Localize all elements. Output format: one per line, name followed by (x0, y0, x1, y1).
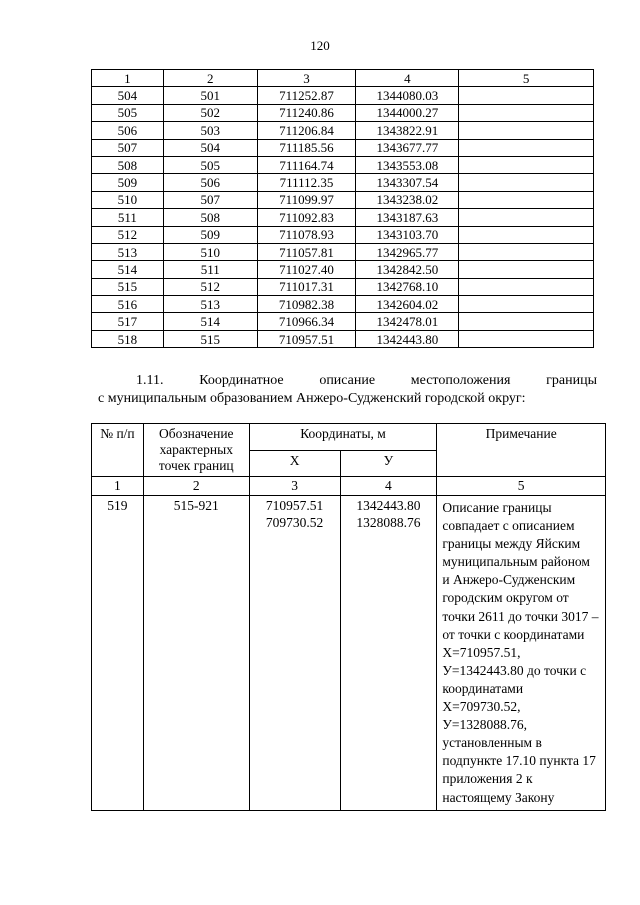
row-note: Описание границы совпадает с описанием границы между Яйским муниципальным районом и Анжеро-Судженским городским округом от точки 2611 до точки 3017 – от точки с координатами Х=710957.51, У=1342443.80 до точки с координатами Х=709730.52, У=1328088.76, установленным в подпункте 17.10 пункта 17 приложения 2 к настоящему Закону (437, 496, 606, 811)
page-number: 120 (310, 38, 330, 53)
table-cell (459, 139, 594, 156)
table-cell: 1343187.63 (356, 209, 459, 226)
table-cell: 512 (163, 278, 257, 295)
table-cell (459, 209, 594, 226)
table-header-row (92, 70, 594, 87)
table-row (92, 122, 594, 139)
column-number: 4 (340, 477, 437, 496)
section-paragraph (98, 372, 597, 408)
table-row (92, 313, 594, 330)
table-row (92, 209, 594, 226)
section-word: местоположения (410, 373, 511, 388)
table-cell (459, 87, 594, 104)
table-cell: 513 (163, 296, 257, 313)
coordinates-table-continued (91, 69, 594, 348)
table-cell: 711078.93 (257, 226, 356, 243)
table-cell (459, 191, 594, 208)
table-row (92, 87, 594, 104)
row-points: 515-921 (143, 496, 249, 811)
table-cell: 4 (356, 70, 459, 87)
table-row (92, 226, 594, 243)
table-cell: 506 (92, 122, 164, 139)
table-cell: 509 (92, 174, 164, 191)
table-cell (459, 330, 594, 347)
table-cell: 502 (163, 104, 257, 121)
table-cell: 2 (163, 70, 257, 87)
table-cell (459, 296, 594, 313)
table-cell (459, 174, 594, 191)
table-cell: 1343307.54 (356, 174, 459, 191)
table-cell: 1343553.08 (356, 156, 459, 173)
table-cell: 505 (92, 104, 164, 121)
x-value-start: 710957.51 (265, 498, 324, 513)
table-cell: 508 (163, 209, 257, 226)
table-row (92, 243, 594, 260)
table-cell: 1344000.27 (356, 104, 459, 121)
table-cell: 711027.40 (257, 261, 356, 278)
table-cell: 711164.74 (257, 156, 356, 173)
column-number: 2 (143, 477, 249, 496)
table-row (92, 139, 594, 156)
table-cell: 1343238.02 (356, 191, 459, 208)
table-cell (459, 243, 594, 260)
table-cell: 511 (92, 209, 164, 226)
table-cell (459, 313, 594, 330)
table-cell: 710982.38 (257, 296, 356, 313)
table-cell: 507 (163, 191, 257, 208)
table-row (92, 261, 594, 278)
table-cell: 711240.86 (257, 104, 356, 121)
table-cell: 518 (92, 330, 164, 347)
table-cell: 711112.35 (257, 174, 356, 191)
table-cell: 505 (163, 156, 257, 173)
table-cell: 510 (92, 191, 164, 208)
table-row (92, 330, 594, 347)
table-cell: 711252.87 (257, 87, 356, 104)
table-cell: 1342478.01 (356, 313, 459, 330)
table-cell: 507 (92, 139, 164, 156)
table-cell: 1342842.50 (356, 261, 459, 278)
table-cell: 711099.97 (257, 191, 356, 208)
y-value-start: 1342443.80 (356, 498, 421, 513)
table-cell: 515 (92, 278, 164, 295)
boundary-description-table (91, 423, 606, 811)
table-cell: 1342604.02 (356, 296, 459, 313)
row-number: 519 (92, 496, 144, 811)
table-cell: 711185.56 (257, 139, 356, 156)
x-value-end: 709730.52 (265, 514, 324, 530)
table-cell: 1 (92, 70, 164, 87)
table-row (92, 496, 606, 811)
table-cell: 711057.81 (257, 243, 356, 260)
table-cell: 504 (92, 87, 164, 104)
header-designation: Обозначение характерных точек границ (143, 424, 249, 477)
table-cell: 509 (163, 226, 257, 243)
table-row (92, 104, 594, 121)
table-cell: 503 (163, 122, 257, 139)
header-coordinates: Координаты, м (249, 424, 437, 451)
table-cell: 3 (257, 70, 356, 87)
table-cell: 710957.51 (257, 330, 356, 347)
table-cell: 711017.31 (257, 278, 356, 295)
y-value-end: 1328088.76 (356, 514, 421, 530)
table-cell: 5 (459, 70, 594, 87)
table-cell (459, 261, 594, 278)
table-cell: 1343677.77 (356, 139, 459, 156)
table-cell: 1342443.80 (356, 330, 459, 347)
table-cell: 506 (163, 174, 257, 191)
table-row (92, 191, 594, 208)
table-row (92, 296, 594, 313)
header-x: Х (249, 450, 340, 477)
table-cell: 711092.83 (257, 209, 356, 226)
header-num: № п/п (92, 424, 144, 477)
table-row (92, 174, 594, 191)
column-number: 3 (249, 477, 340, 496)
table-cell (459, 156, 594, 173)
column-number: 5 (437, 477, 606, 496)
section-number: 1.11. (136, 373, 164, 388)
table-row (92, 278, 594, 295)
table-cell: 1343822.91 (356, 122, 459, 139)
table-cell: 510 (163, 243, 257, 260)
column-number: 1 (92, 477, 144, 496)
table-cell: 511 (163, 261, 257, 278)
section-word: описание (319, 373, 376, 388)
table-cell (459, 278, 594, 295)
section-heading-line2: с муниципальным образованием Анжеро-Судженский городской округ: (98, 391, 526, 406)
table-cell: 513 (92, 243, 164, 260)
table-cell: 710966.34 (257, 313, 356, 330)
table-cell: 515 (163, 330, 257, 347)
table-cell: 512 (92, 226, 164, 243)
table-cell (459, 122, 594, 139)
section-word: Координатное (199, 373, 284, 388)
table-cell: 1343103.70 (356, 226, 459, 243)
header-y: У (340, 450, 437, 477)
table-cell: 517 (92, 313, 164, 330)
row-y (340, 496, 437, 811)
table-cell: 514 (92, 261, 164, 278)
table-cell (459, 104, 594, 121)
section-heading-line (98, 372, 597, 390)
table-cell: 501 (163, 87, 257, 104)
table-cell (459, 226, 594, 243)
section-word: границы (546, 373, 597, 388)
table-cell: 514 (163, 313, 257, 330)
table-row (92, 156, 594, 173)
table-cell: 1344080.03 (356, 87, 459, 104)
table-cell: 711206.84 (257, 122, 356, 139)
table-cell: 1342768.10 (356, 278, 459, 295)
row-x (249, 496, 340, 811)
table-cell: 516 (92, 296, 164, 313)
table-cell: 504 (163, 139, 257, 156)
table-cell: 1342965.77 (356, 243, 459, 260)
table-cell: 508 (92, 156, 164, 173)
header-note: Примечание (437, 424, 606, 477)
